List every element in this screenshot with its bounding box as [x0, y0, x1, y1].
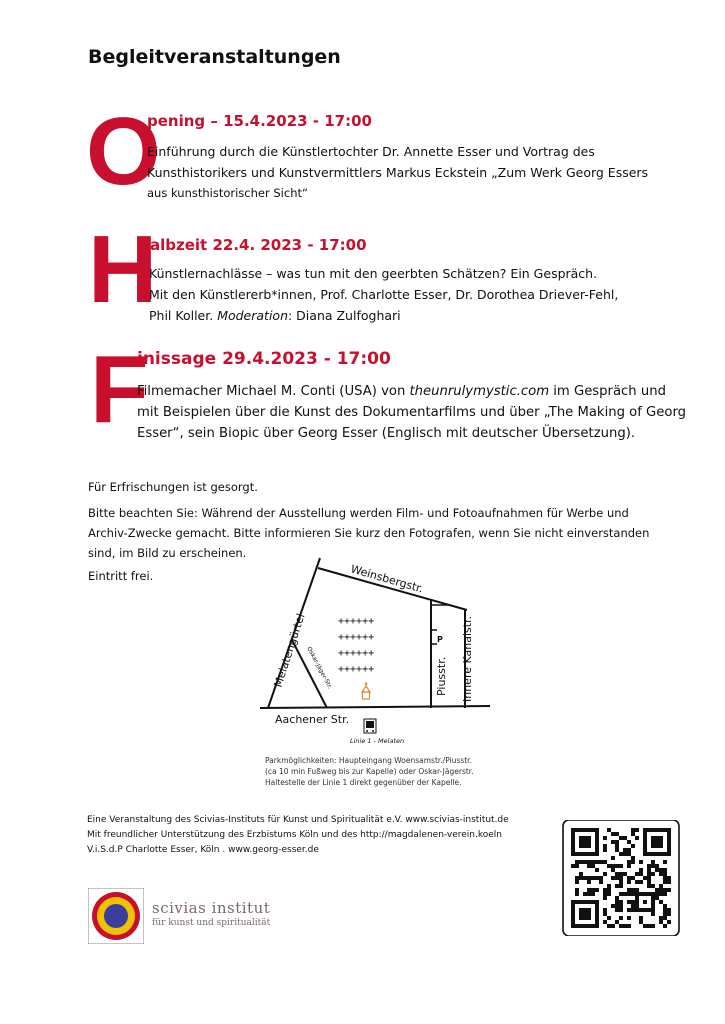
- qr-module: [603, 860, 607, 864]
- qr-module: [599, 880, 603, 884]
- qr-module: [607, 924, 611, 928]
- qr-module: [647, 868, 651, 872]
- qr-module: [619, 892, 623, 896]
- qr-module: [651, 884, 655, 888]
- text-line: Haltestelle der Linie 1 direkt gegenüber der Kapelle.: [265, 778, 462, 787]
- qr-module: [603, 872, 607, 876]
- text-fragment: im Gespräch und: [549, 384, 666, 399]
- qr-module: [575, 876, 579, 880]
- qr-module: [639, 860, 643, 864]
- qr-module: [595, 876, 599, 880]
- qr-module: [631, 876, 635, 880]
- grave-row: ++++++: [338, 664, 375, 675]
- qr-module: [607, 916, 611, 920]
- text-line: Eine Veranstaltung des Scivias-Instituts für Kunst und Spiritualität e.V. www.scivias-institut.de: [87, 815, 509, 825]
- website-link[interactable]: theunrulymystic.com: [409, 384, 550, 399]
- qr-module: [575, 880, 579, 884]
- qr-module: [663, 876, 667, 880]
- qr-module: [607, 828, 611, 832]
- qr-module: [595, 860, 599, 864]
- text-line: Kunsthistorikers und Kunstvermittlers Markus Eckstein „Zum Werk Georg Essers: [147, 165, 649, 180]
- qr-module: [583, 860, 587, 864]
- scivias-logo-icon: [88, 888, 144, 944]
- qr-module: [579, 872, 583, 876]
- qr-module: [631, 832, 635, 836]
- qr-module: [591, 888, 595, 892]
- qr-module: [631, 892, 635, 896]
- qr-module: [627, 892, 631, 896]
- refreshments-note: Für Erfrischungen ist gesorgt.: [88, 480, 258, 494]
- initial-letter-h: H: [88, 216, 158, 323]
- logo-tagline: für kunst und spiritualität: [152, 918, 271, 928]
- qr-module: [615, 840, 619, 844]
- qr-module: [619, 876, 623, 880]
- qr-module: [627, 848, 631, 852]
- qr-module: [615, 900, 619, 904]
- qr-module: [591, 864, 595, 868]
- qr-module: [667, 920, 671, 924]
- street-label-weinsberg: Weinsbergstr.: [349, 562, 425, 596]
- qr-module: [607, 888, 611, 892]
- street-label-aachener: Aachener Str.: [275, 713, 350, 726]
- qr-module: [603, 920, 607, 924]
- qr-module: [595, 868, 599, 872]
- qr-module: [659, 884, 663, 888]
- grave-row: ++++++: [338, 632, 375, 643]
- qr-module: [603, 888, 607, 892]
- qr-module: [635, 888, 639, 892]
- qr-module: [591, 860, 595, 864]
- text-line: (ca 10 min Fußweg bis zur Kapelle) oder Oskar-Jägerstr.: [265, 767, 474, 776]
- qr-module: [647, 876, 651, 880]
- qr-module: [627, 900, 631, 904]
- qr-module: [611, 868, 615, 872]
- qr-module: [639, 920, 643, 924]
- qr-module: [583, 876, 587, 880]
- cemetery-graves: [338, 616, 374, 675]
- qr-module: [623, 924, 627, 928]
- qr-module: [659, 872, 663, 876]
- qr-module: [647, 864, 651, 868]
- qr-module: [659, 920, 663, 924]
- qr-module: [663, 908, 667, 912]
- qr-module: [607, 864, 611, 868]
- qr-module: [615, 920, 619, 924]
- text-fragment: : Diana Zulfoghari: [288, 308, 401, 323]
- qr-module: [623, 852, 627, 856]
- qr-module: [603, 896, 607, 900]
- qr-module: [587, 888, 591, 892]
- qr-module: [639, 868, 643, 872]
- qr-module: [607, 892, 611, 896]
- qr-module: [619, 884, 623, 888]
- text-line: Bitte beachten Sie: Während der Ausstellung werden Film- und Fotoaufnahmen für Werbe und: [88, 506, 629, 520]
- qr-module: [619, 908, 623, 912]
- qr-module: [619, 836, 623, 840]
- qr-module: [587, 876, 591, 880]
- qr-module: [615, 844, 619, 848]
- qr-module: [627, 876, 631, 880]
- qr-module: [591, 892, 595, 896]
- text-line: [149, 305, 689, 326]
- qr-module: [575, 860, 579, 864]
- qr-module: [615, 876, 619, 880]
- qr-module: [619, 852, 623, 856]
- qr-module: [603, 908, 607, 912]
- qr-module: [643, 924, 647, 928]
- qr-module: [663, 860, 667, 864]
- street-label-innere: Innere Kanalstr.: [461, 615, 474, 702]
- qr-module: [627, 888, 631, 892]
- qr-module: [615, 896, 619, 900]
- qr-module: [627, 880, 631, 884]
- qr-module: [631, 900, 635, 904]
- qr-module: [619, 924, 623, 928]
- text-line: V.i.S.d.P Charlotte Esser, Köln . www.georg-esser.de: [87, 845, 319, 855]
- text-line: [137, 381, 697, 402]
- qr-module: [615, 884, 619, 888]
- text-line: Archiv-Zwecke gemacht. Bitte informieren Sie kurz den Fotografen, wenn Sie nicht einverstanden: [88, 526, 650, 540]
- qr-module: [615, 872, 619, 876]
- qr-module: [663, 868, 667, 872]
- text-line: Mit freundlicher Unterstützung des Erzbistums Köln und des http://magdalenen-verein.koeln: [87, 830, 503, 840]
- qr-module: [639, 916, 643, 920]
- qr-module: [667, 880, 671, 884]
- qr-module: [615, 904, 619, 908]
- qr-module: [663, 924, 667, 928]
- qr-module: [627, 916, 631, 920]
- qr-module: [663, 916, 667, 920]
- text-line: Parkmöglichkeiten: Haupteingang Woensamstr./Piusstr.: [265, 756, 472, 765]
- street-label-oskar: Oskar-Jäger-Str.: [305, 645, 334, 691]
- text-fragment: Filmemacher Michael M. Conti (USA) von: [137, 384, 410, 399]
- street-label-pius: Piusstr.: [435, 656, 448, 696]
- event-finissage-description: [137, 381, 697, 444]
- qr-module: [655, 888, 659, 892]
- qr-module: [631, 904, 635, 908]
- text-line: Esser“, sein Biopic über Georg Esser (Englisch mit deutscher Übersetzung).: [137, 426, 636, 441]
- parking-note: [265, 755, 525, 788]
- qr-module: [623, 892, 627, 896]
- qr-module: [619, 872, 623, 876]
- qr-module: [659, 900, 663, 904]
- qr-module: [599, 876, 603, 880]
- qr-module: [627, 924, 631, 928]
- event-finissage-heading: inissage 29.4.2023 - 17:00: [137, 349, 391, 369]
- footer-credits: [87, 813, 527, 858]
- qr-module: [603, 844, 607, 848]
- qr-module: [667, 908, 671, 912]
- street-label-melaten: Melatengürtel: [271, 611, 308, 689]
- moderation-label: Moderation: [217, 308, 288, 323]
- qr-module: [635, 836, 639, 840]
- qr-module: [579, 836, 591, 848]
- qr-module: [615, 864, 619, 868]
- qr-module: [615, 908, 619, 912]
- text-line: sind, im Bild zu erscheinen.: [88, 546, 247, 560]
- qr-module: [663, 888, 667, 892]
- grave-row: ++++++: [338, 616, 375, 627]
- parking-label: P: [437, 635, 443, 644]
- qr-module: [663, 892, 667, 896]
- qr-module: [603, 836, 607, 840]
- text-line: Mit den Künstlererb*innen, Prof. Charlotte Esser, Dr. Dorothea Driever-Fehl,: [149, 287, 619, 302]
- qr-module: [619, 880, 623, 884]
- qr-module: [647, 872, 651, 876]
- qr-module: [635, 828, 639, 832]
- qr-module: [651, 864, 655, 868]
- qr-module: [647, 924, 651, 928]
- qr-module: [619, 900, 623, 904]
- qr-module: [627, 908, 631, 912]
- qr-module: [627, 840, 631, 844]
- qr-module: [611, 856, 615, 860]
- qr-module: [627, 852, 631, 856]
- qr-module: [583, 892, 587, 896]
- qr-module: [587, 860, 591, 864]
- qr-module: [663, 880, 667, 884]
- qr-module: [611, 876, 615, 880]
- qr-module: [595, 888, 599, 892]
- qr-module: [623, 836, 627, 840]
- grave-row: ++++++: [338, 648, 375, 659]
- qr-module: [615, 848, 619, 852]
- qr-module: [575, 864, 579, 868]
- text-fragment: Phil Koller.: [149, 308, 218, 323]
- qr-module: [663, 912, 667, 916]
- event-opening-heading: pening – 15.4.2023 - 17:00: [147, 112, 372, 130]
- qr-module: [611, 832, 615, 836]
- qr-module: [667, 888, 671, 892]
- qr-module: [603, 848, 607, 852]
- qr-module: [659, 868, 663, 872]
- logo-name: scivias institut: [152, 899, 271, 917]
- qr-module: [659, 892, 663, 896]
- qr-module: [627, 860, 631, 864]
- qr-module: [619, 916, 623, 920]
- qr-module: [631, 908, 635, 912]
- location-map: [255, 550, 495, 750]
- event-opening-description: [147, 141, 687, 204]
- qr-module: [579, 908, 591, 920]
- tram-label: Linie 1 - Melaten: [350, 737, 405, 745]
- qr-module: [651, 924, 655, 928]
- qr-module: [655, 892, 659, 896]
- admission-note: Eintritt frei.: [88, 569, 154, 583]
- text-line: Künstlernachlässe – was tun mit den geerbten Schätzen? Ein Gespräch.: [149, 266, 598, 281]
- text-line: aus kunsthistorischer Sicht“: [147, 186, 308, 200]
- qr-module: [603, 912, 607, 916]
- qr-module: [631, 844, 635, 848]
- qr-module: [651, 860, 655, 864]
- qr-module: [611, 904, 615, 908]
- qr-module: [575, 892, 579, 896]
- qr-module: [623, 872, 627, 876]
- qr-module: [627, 864, 631, 868]
- qr-module: [615, 832, 619, 836]
- qr-module: [599, 860, 603, 864]
- page-title: Begleitveranstaltungen: [88, 46, 341, 68]
- qr-module: [587, 864, 591, 868]
- qr-module: [575, 888, 579, 892]
- qr-module: [655, 864, 659, 868]
- text-line: mit Beispielen über die Kunst des Dokumentarfilms und über „The Making of Georg: [137, 405, 687, 420]
- qr-module: [579, 876, 583, 880]
- qr-module: [647, 884, 651, 888]
- qr-module: [631, 888, 635, 892]
- qr-module: [651, 872, 655, 876]
- qr-module: [639, 880, 643, 884]
- qr-module: [623, 848, 627, 852]
- qr-module: [587, 880, 591, 884]
- qr-module: [571, 864, 575, 868]
- qr-code-icon[interactable]: [562, 820, 680, 936]
- event-halbzeit-heading: albzeit 22.4. 2023 - 17:00: [150, 236, 367, 254]
- qr-module: [631, 860, 635, 864]
- qr-module: [603, 892, 607, 896]
- initial-letter-f: F: [90, 336, 149, 443]
- qr-module: [635, 872, 639, 876]
- aachener-street-line: [260, 706, 490, 708]
- qr-module: [619, 864, 623, 868]
- qr-module: [647, 880, 651, 884]
- qr-module: [655, 868, 659, 872]
- text-line: Einführung durch die Künstlertochter Dr. Annette Esser und Vortrag des: [147, 144, 595, 159]
- initial-letter-o: O: [86, 98, 161, 205]
- qr-module: [667, 876, 671, 880]
- qr-module: [631, 828, 635, 832]
- tram-icon: [364, 719, 376, 733]
- qr-module: [651, 912, 655, 916]
- chapel-icon: [362, 682, 370, 699]
- qr-module: [587, 892, 591, 896]
- qr-module: [667, 912, 671, 916]
- qr-module: [639, 872, 643, 876]
- qr-module: [663, 904, 667, 908]
- qr-module: [659, 916, 663, 920]
- qr-module: [619, 904, 623, 908]
- qr-module: [663, 872, 667, 876]
- qr-module: [643, 900, 647, 904]
- qr-module: [611, 924, 615, 928]
- qr-module: [579, 860, 583, 864]
- qr-module: [643, 876, 647, 880]
- qr-module: [659, 888, 663, 892]
- qr-module: [611, 840, 615, 844]
- qr-module: [651, 836, 663, 848]
- qr-module: [631, 856, 635, 860]
- qr-module: [607, 884, 611, 888]
- qr-module: [591, 876, 595, 880]
- qr-module: [655, 896, 659, 900]
- qr-module: [635, 880, 639, 884]
- event-halbzeit-description: [149, 263, 689, 326]
- qr-module: [611, 864, 615, 868]
